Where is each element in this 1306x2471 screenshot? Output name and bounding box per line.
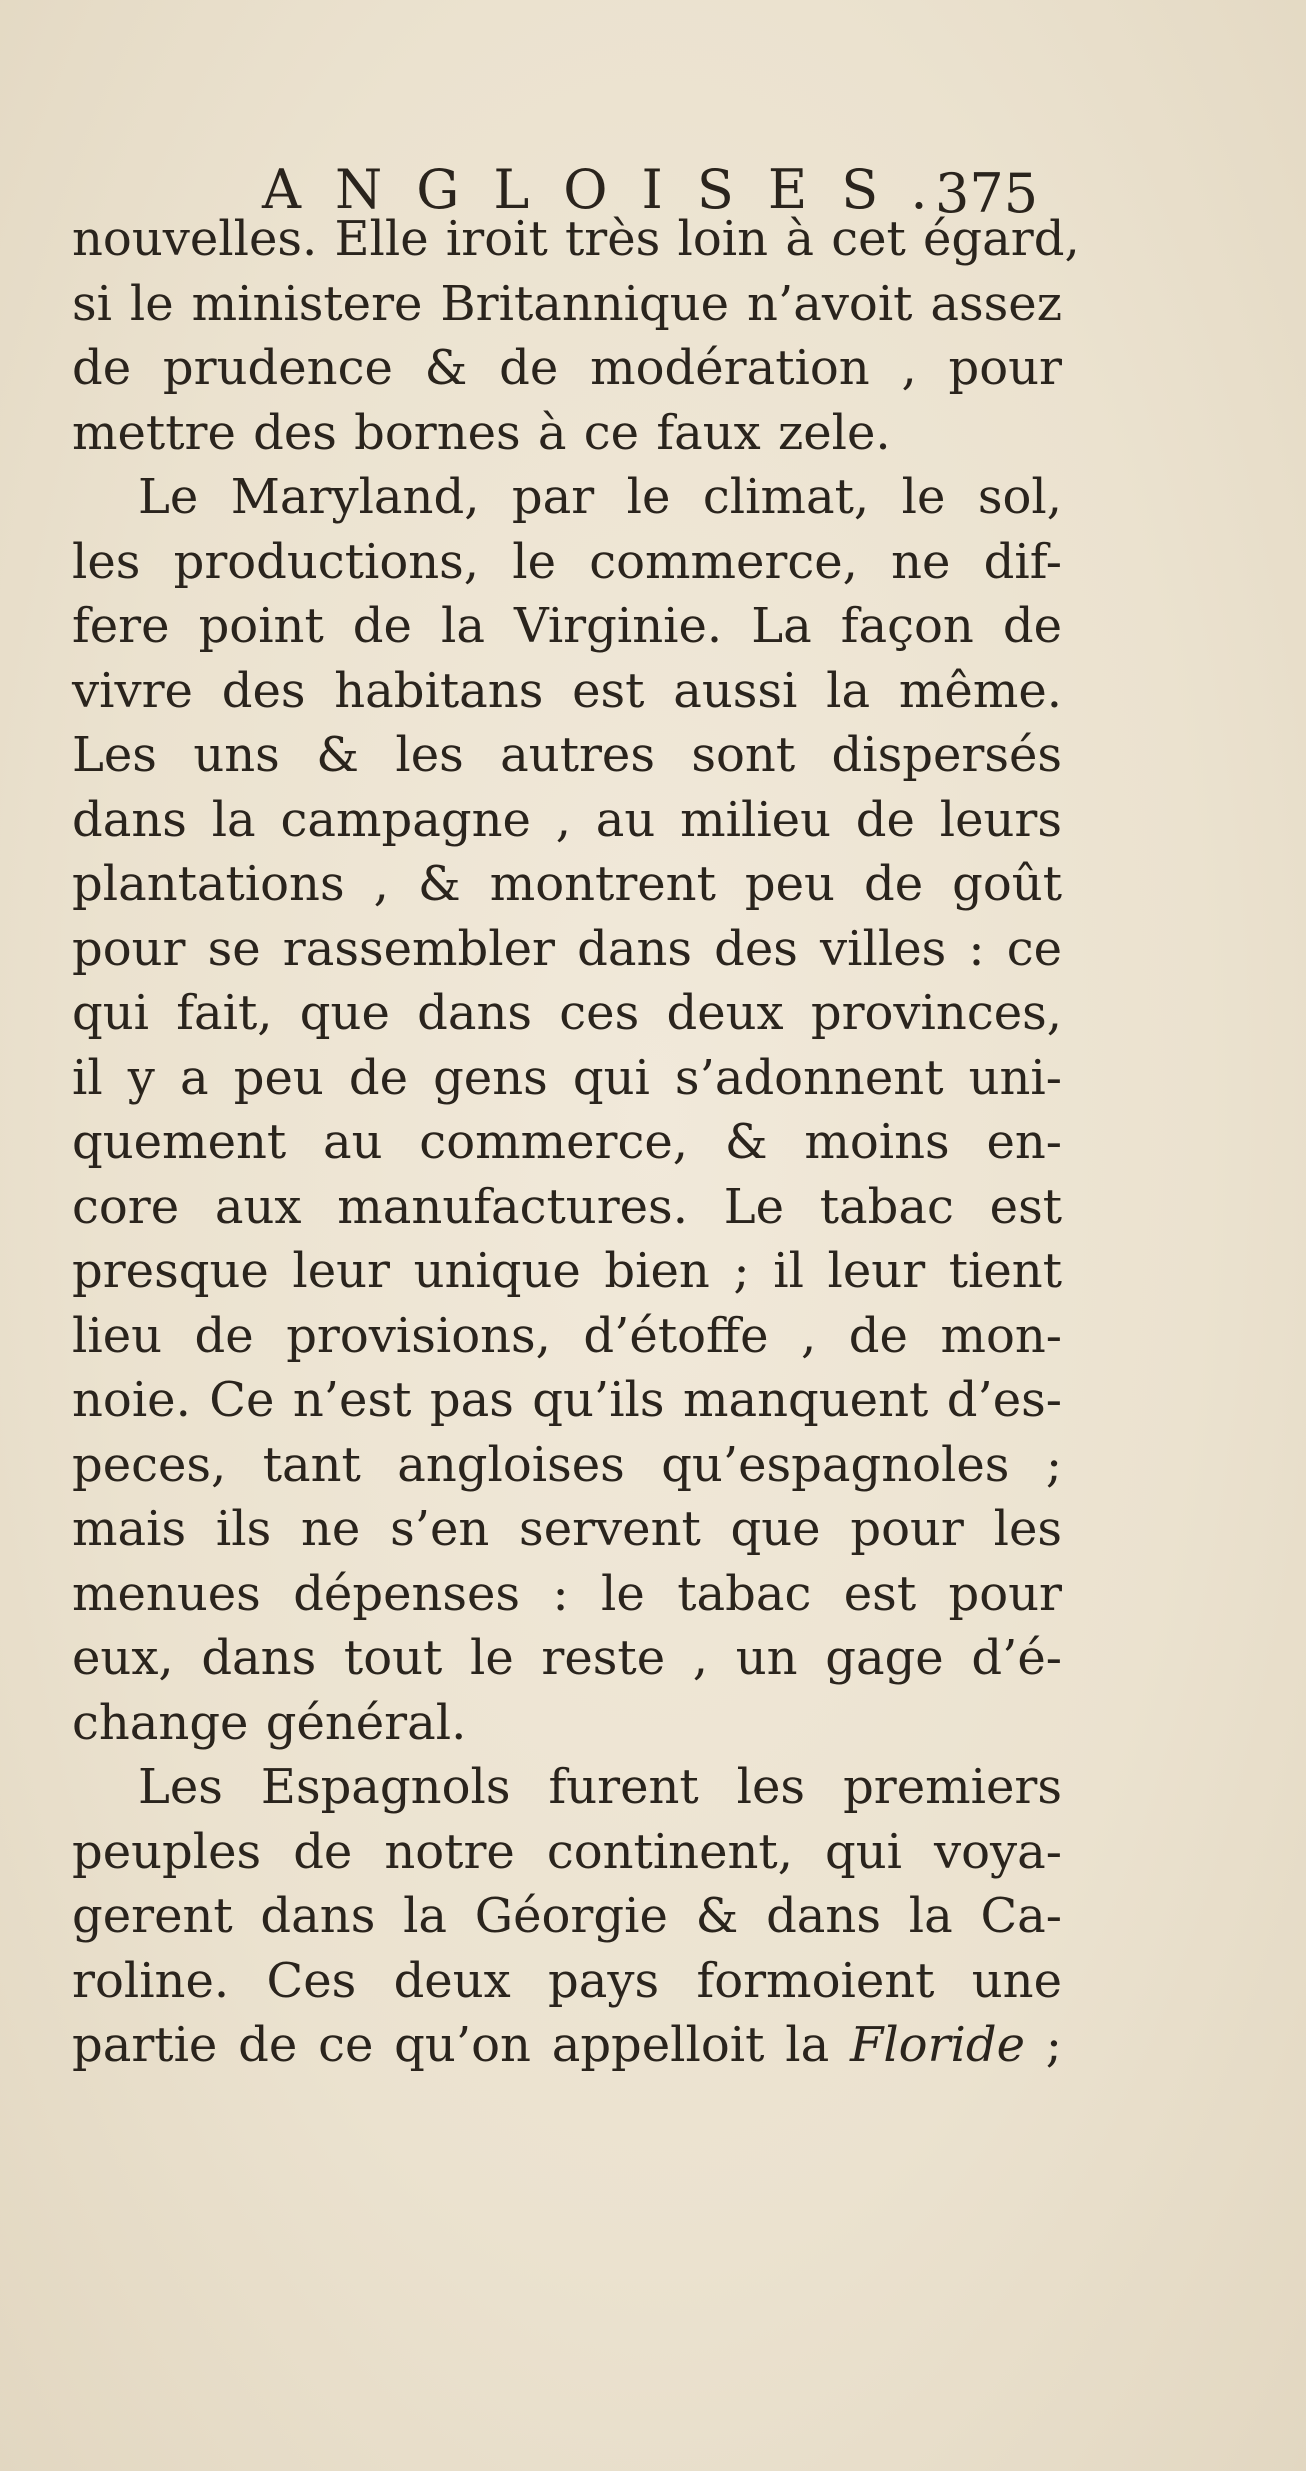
text-line: gerent dans la Géorgie & dans la Ca- (72, 1888, 1062, 1944)
text-line: mettre des bornes à ce faux zele. (72, 404, 891, 461)
text-line: eux, dans tout le reste , un gage d’é- (72, 1630, 1062, 1686)
text-line: qui fait, que dans ces deux provinces, (72, 985, 1062, 1041)
text-line: change général. (72, 1694, 467, 1751)
italic-place-name: Floride (850, 2017, 1025, 2073)
text-line-final (72, 2013, 1062, 2078)
text-line: de prudence & de modération , pour (72, 340, 1062, 396)
text-line: quement au commerce, & moins en- (72, 1114, 1062, 1170)
text-line: peces, tant angloises qu’espagnoles ; (72, 1436, 1062, 1493)
text-line: Les Espagnols furent les premiers (138, 1759, 1062, 1815)
page-number: 375 (935, 162, 1039, 225)
text-line: vivre des habitans est aussi la même. (72, 662, 1062, 719)
text-line: Le Maryland, par le climat, le sol, (138, 469, 1062, 525)
text-line: core aux manufactures. Le tabac est (72, 1178, 1062, 1235)
text-line: menues dépenses : le tabac est pour (72, 1565, 1062, 1622)
text-line: roline. Ces deux pays formoient une (72, 1952, 1062, 2009)
text-line: nouvelles. Elle iroit très loin à cet égard, (72, 211, 1080, 267)
text-line: pour se rassembler dans des villes : ce (72, 920, 1062, 977)
text-line: Les uns & les autres sont dispersés (72, 727, 1062, 783)
text-line: presque leur unique bien ; il leur tient (72, 1243, 1062, 1299)
text-line: les productions, le commerce, ne dif- (72, 533, 1062, 590)
text-line: lieu de provisions, d’étoffe , de mon- (72, 1307, 1062, 1364)
text-line: il y a peu de gens qui s’adonnent uni- (72, 1049, 1062, 1106)
text-line: plantations , & montrent peu de goût (72, 856, 1062, 912)
running-title: ANGLOISES. (262, 158, 962, 221)
text-line: fere point de la Virginie. La façon de (72, 598, 1062, 654)
text-line: noie. Ce n’est pas qu’ils manquent d’es- (72, 1372, 1062, 1428)
text-segment: partie de ce qu’on appelloit la (72, 2017, 830, 2073)
text-line: si le ministere Britannique n’avoit assez (72, 275, 1062, 332)
text-segment-end: ; (1025, 2017, 1062, 2073)
text-line: mais ils ne s’en servent que pour les (72, 1501, 1062, 1557)
text-line: peuples de notre continent, qui voya- (72, 1823, 1062, 1880)
text-line: dans la campagne , au milieu de leurs (72, 791, 1062, 848)
body-text (72, 207, 1080, 2078)
